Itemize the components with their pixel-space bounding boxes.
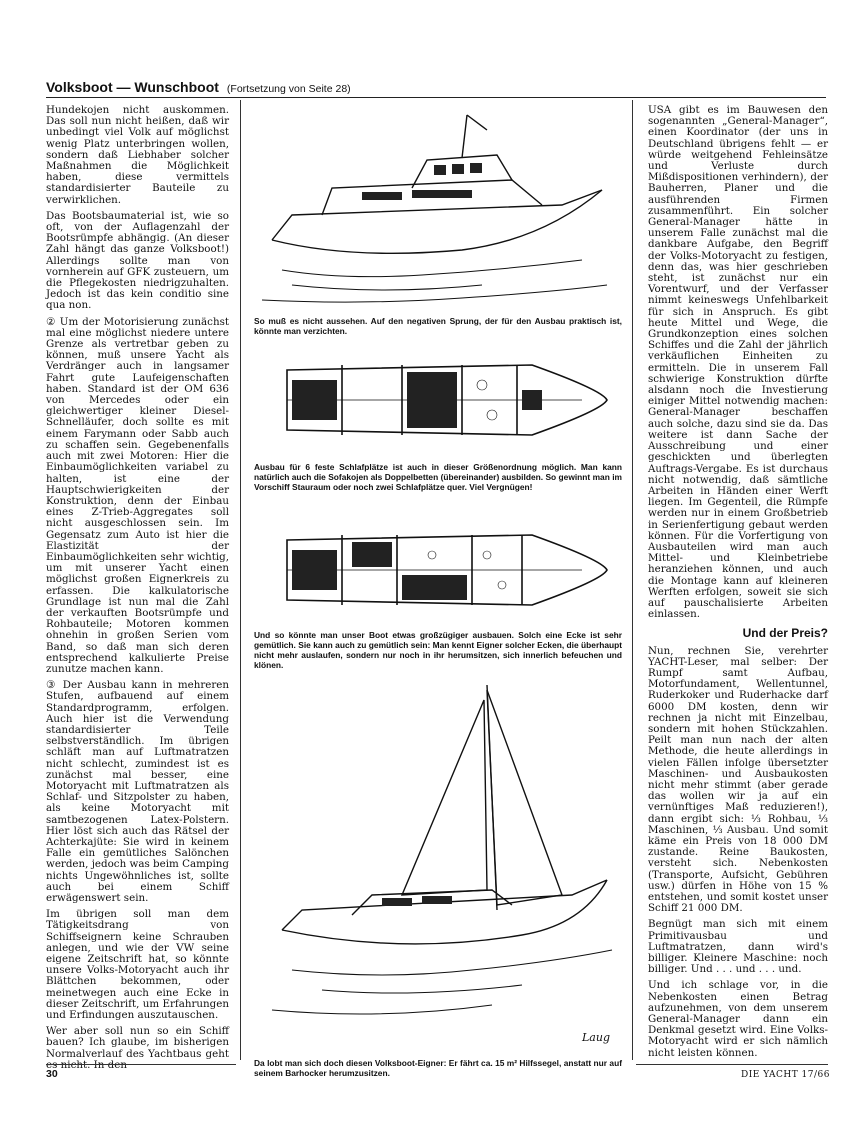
article-title: Volksboot — Wunschboot [46, 79, 219, 95]
motor-yacht-sketch [262, 110, 612, 310]
paragraph: Begnügt man sich mit einem Primitivausbau und Luftmatratzen, dann wird's billiger. Kleinere Maschine: noch billiger. Und . . . und . . . und. [648, 918, 828, 976]
article-header [46, 79, 606, 97]
deck-plan-sketch [282, 350, 612, 450]
paragraph: Das Bootsbaumaterial ist, wie so oft, von der Auflagenzahl der Bootsrümpfe abhängig. (An dieser Zahl hängt das ganze Volksboot!) Allerdings sollte man von vornherein auf GFK zusteuern, um die Pflegekosten niedrigzuhalten. Jedoch ist das kein conditio sine qua non. [46, 209, 229, 312]
deck-plan-sketch-alt [282, 520, 612, 620]
paragraph: ② Um der Motorisierung zunächst mal eine möglichst niedere untere Grenze als vertretbar geben zu können, muß unsere Yacht als Verdränger auch in langsamer Fahrt gute Laufeigenschaften haben. Standard ist der OM 636 von Mercedes oder ein gleichwertiger kleiner Diesel-Schnelläufer, doch sollte es mit einem Farymann oder Sabb auch zu schaffen sein. Gegebenenfalls auch mit zwei Motoren: Hier die Einbaumöglichkeiten variabel zu halten, ist eine der Hauptschwierigkeiten der Konstruktion, denn der Einbau eines Z-Trieb-Aggregates soll nicht ausgeschlossen sein. Im Gegensatz zum Auto ist hier die Elastizität der Einbaumöglichkeiten sehr wichtig, um mit unserer Yacht einen möglichst großen Eignerkreis zu erfassen. Die kalkulatorische Grundlage ist nun mal die Zahl der verkauften Bootsrümpfe und Rohbauteile; Motoren kommen ohnehin in großen Serien vom Band, so daß man sich deren entsprechend kalkulierte Preise zunutze machen kann. [46, 315, 229, 675]
artist-signature: Laug [582, 1031, 610, 1044]
continuation-note: (Fortsetzung von Seite 28) [226, 83, 351, 95]
paragraph: Und ich schlage vor, in die Nebenkosten einen Betrag aufzunehmen, von dem unserem General-Manager dann ein Denkmal gesetzt wird. Eine Volks-Motoryacht wird er sich nämlich nicht leisten können. [648, 979, 828, 1059]
paragraph: Hundekojen nicht auskommen. Das soll nun nicht heißen, daß wir unbedingt viel Volk auf möglichst wenig Platz unterbringen wollen, sondern daß Liebhaber solcher Maßnahmen die Möglichkeit haben, diese vermittels standardisierter Bauteile zu verwirklichen. [46, 104, 229, 206]
figure-caption: Ausbau für 6 feste Schlafplätze ist auch in dieser Größenordnung möglich. Man kann natürlich auch die Sofakojen als Doppelbetten (übereinander) ausbilden. So gewinnt man im Vorschiff Stauraum oder noch zwei Schlafplätze quer. Viel Vergnügen! [254, 462, 622, 492]
left-column [46, 105, 229, 1076]
paragraph: Nun, rechnen Sie, verehrter YACHT-Leser, mal selber: Der Rumpf samt Aufbau, Motorfundament, Wellentunnel, Ruderkoker und Ruderhacke darf 6000 DM kosten, denn wir rechnen ja nicht mit Einzelbau, sondern mit hohen Stückzahlen. Peilt man nun nach der alten Methode, die heute allerdings in vielen Fällen infolge übersetzter Maschinen- und Ausbaukosten nicht mehr stimmt (aber gerade das wollen wir ja auf ein vernünftiges Maß reduzieren!), dann ergibt sich: ⅓ Rohbau, ⅓ Maschinen, ⅓ Ausbau. Und somit käme ein Preis von 18 000 DM zustande. Reine Baukosten, versteht sich. Nebenkosten (Transporte, Aufsicht, Gebühren usw.) dürfen in Höhe von 15 % entstehen, und somit kostet unser Schiff 21 000 DM. [648, 644, 828, 915]
section-subhead: Und der Preis? [742, 626, 828, 641]
figure-caption: Und so könnte man unser Boot etwas großzügiger ausbauen. Solch eine Ecke ist sehr gemütlich. Sie kann auch zu gemütlich sein: Man kennt Eigner solcher Ecken, die überhaupt nicht mehr auslaufen, sondern nur noch in ihr herumsitzen, sich innerlich befeuchen und klönen. [254, 630, 622, 670]
magazine-issue: DIE YACHT 17/66 [741, 1070, 830, 1080]
paragraph: Im übrigen soll man dem Tätigkeitsdrang von Schiffseignern keine Schrauben anlegen, und wie der VW seine eigene Zeitschrift hat, so könnte unsere Volks-Motoryacht auch ihr Blättchen bekommen, oder meinetwegen auch eine Ecke in dieser Zeitschrift, um Erfahrungen und Erfindungen auszutauschen. [46, 908, 229, 1022]
figure-caption: Da lobt man sich doch diesen Volksboot-Eigner: Er fährt ca. 15 m² Hilfssegel, anstatt nur auf seinem Barhocker herumzusitzen. [254, 1058, 622, 1078]
column-divider-left [240, 100, 241, 1060]
footer-rule [636, 1064, 828, 1065]
figure-caption: So muß es nicht aussehen. Auf den negativen Sprung, der für den Ausbau praktisch ist, könnte man verzichten. [254, 316, 622, 336]
right-column [648, 105, 828, 1064]
motor-sailer-sketch [262, 680, 622, 1050]
page-number: 30 [46, 1068, 58, 1080]
paragraph: ③ Der Ausbau kann in mehreren Stufen, aufbauend auf einem Standardprogramm, erfolgen. Auch hier ist die Verwendung standardisierter Teile selbstverständlich. Im übrigen schläft man auf Luftmatratzen nicht schlecht, zumindest ist es zunächst mal besser, eine Motoryacht mit Luftmatratzen als Schlaf- und Sitzpolster zu haben, als keine Motoryacht mit samtbezogenen Latex-Polstern. Hier löst sich auch das Rätsel der Achterkajüte: Sie wird in keinem Falle ein gemütliches Salönchen werden, jedoch was beim Camping nichts Ungewöhnliches ist, sollte auch bei einem Schiff erwägenswert sein. [46, 679, 229, 905]
column-divider-right [632, 100, 633, 1060]
paragraph: Wer aber soll nun so ein Schiff bauen? Ich glaube, im bisherigen Normalverlauf des Yachtbaus geht es nicht. In den [46, 1025, 229, 1071]
header-rule [46, 97, 826, 98]
footer-rule [46, 1064, 236, 1065]
paragraph: USA gibt es im Bauwesen den sogenannten „General-Manager“, einen Koordinator (der uns in Deutschland übrigens fehlt — er würde weitgehend Fehleinsätze und Verluste durch Mißdispositionen verhindern), der Bauherren, Planer und die ausführenden Firmen zusammenführt. Ein solcher General-Manager hätte in unserem Falle zunächst mal die dankbare Aufgabe, den Begriff der Volks-Motoryacht zu festigen, denn das, was hier geschrieben steht, ist zunächst nur ein Vorentwurf, und der Verfasser nimmt keineswegs Unfehlbarkeit für sich in Anspruch. Es gibt heute Mittel und Wege, die Grundkonzeption eines solchen Schiffes und die Zahl der jährlich verkäuflichen Einheiten zu ermitteln. Die in unserem Fall schwierige Konstruktion dürfte alsdann noch die Investierung einiger Mittel notwendig machen: General-Manager beschaffen auch solche, dazu sind sie da. Das weitere ist dann Sache der Ausschreibung und einer geschickten und überlegten Auftrags-Vergabe. Es ist durchaus nicht notwendig, daß sämtliche Arbeiten in Händen einer Werft liegen. Im Gegenteil, die Rümpfe werden nur in einem Großbetrieb in Serienfertigung gebaut werden können. Für die Vorfertigung von Ausbauteilen wird man auch Mittel- und Kleinbetriebe heranziehen können, und auch die Montage kann auf kleineren Werften erfolgen, soweit sie sich auf pauschalisierte Arbeiten einlassen. [648, 104, 828, 621]
